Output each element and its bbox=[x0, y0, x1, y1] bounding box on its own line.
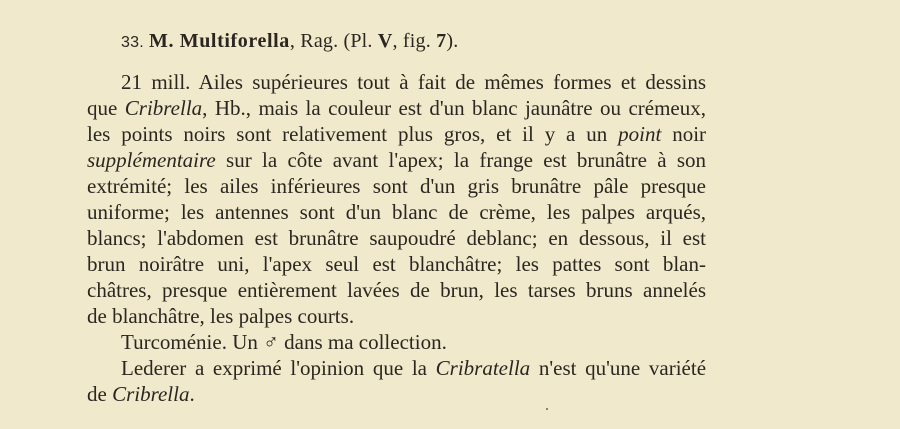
body-line-4 bbox=[87, 147, 706, 173]
body-text: Turcoménie. Un ♂ dans ma collection. bbox=[121, 330, 447, 354]
figure-number: 7 bbox=[436, 30, 447, 52]
body-text: n'est qu'une variété bbox=[538, 356, 707, 380]
body-text: extrémité; les ailes inférieures sont d'un gris brunâtre pâle presque bbox=[87, 174, 706, 198]
emphasis-italic: point bbox=[618, 122, 662, 146]
body-text: . bbox=[189, 382, 195, 406]
taxon-italic: Cribrella bbox=[112, 382, 190, 406]
body-text: châtres, presque entièrement lavées de brun, les tarses bruns annelés bbox=[87, 278, 706, 302]
plate-number: V bbox=[377, 30, 393, 52]
body-text: sur la côte avant l'apex; la frange est brunâtre à son bbox=[226, 148, 707, 172]
fig-separator: , fig. bbox=[392, 30, 431, 52]
body-line-13 bbox=[87, 381, 706, 407]
taxon-italic: Cribrella bbox=[124, 96, 203, 120]
species-name: M. Multiforella bbox=[149, 30, 290, 52]
body-text: les points noirs sont relativement plus gros, et il y a un bbox=[87, 122, 608, 146]
emphasis-italic: supplémentaire bbox=[87, 148, 216, 172]
body-text: uniforme; les antennes sont d'un blanc de crème, les palpes arqués, bbox=[87, 200, 706, 224]
body-line-7 bbox=[87, 225, 706, 251]
body-line-2 bbox=[87, 95, 706, 121]
body-text: noir bbox=[672, 122, 707, 146]
body-line-8 bbox=[87, 251, 706, 277]
species-heading bbox=[121, 27, 458, 57]
body-text: brun noirâtre uni, l'apex seul est blanchâtre; les pattes sont blan- bbox=[87, 252, 706, 276]
species-number: 33. bbox=[121, 34, 144, 51]
paper-speck bbox=[546, 408, 548, 410]
body-text: de blanchâtre, les palpes courts. bbox=[87, 304, 355, 328]
body-line-9 bbox=[87, 277, 706, 303]
body-line-3 bbox=[87, 121, 706, 147]
heading-close: ). bbox=[446, 30, 459, 52]
body-line-12 bbox=[121, 355, 706, 381]
body-text: 21 mill. Ailes supérieures tout à fait de mêmes formes et dessins bbox=[121, 70, 706, 94]
body-text: de bbox=[87, 382, 107, 406]
body-line-6 bbox=[87, 199, 706, 225]
author-plate-ref: , Rag. (Pl. bbox=[289, 30, 373, 52]
taxon-italic: Cribratella bbox=[435, 356, 531, 380]
locality-line bbox=[121, 329, 706, 355]
body-line-5 bbox=[87, 173, 706, 199]
body-line-10 bbox=[87, 303, 706, 329]
body-text: , Hb., mais la couleur est d'un blanc jaunâtre ou crémeux, bbox=[202, 96, 706, 120]
body-text: blancs; l'abdomen est brunâtre saupoudré deblanc; en dessous, il est bbox=[87, 226, 706, 250]
body-text: Lederer a exprimé l'opinion que la bbox=[121, 356, 427, 380]
body-text: que bbox=[87, 96, 118, 120]
body-line-1 bbox=[121, 69, 706, 95]
